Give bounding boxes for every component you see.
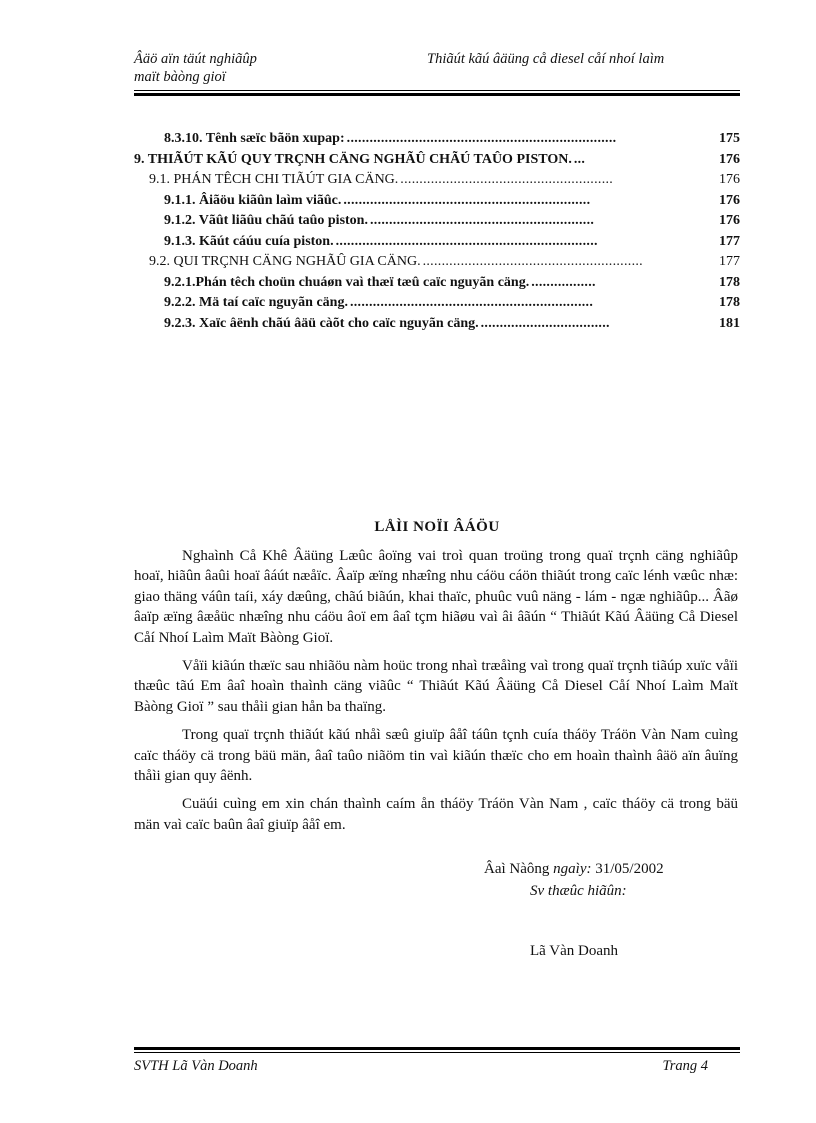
toc-entry	[134, 295, 740, 316]
toc-leader: ................................................................	[349, 295, 594, 310]
toc-entry	[134, 152, 740, 173]
signature-date-label: ngaìy:	[553, 861, 592, 877]
toc-title: 9.1. PHÁN TÊCH CHI TIÃÚT GIA CÄNG.	[149, 172, 399, 187]
header-left	[134, 50, 257, 86]
toc-leader: ...........................................................	[369, 213, 595, 228]
header-rule-thick	[134, 93, 740, 96]
toc-page: 176	[719, 213, 740, 228]
toc-leader: .......................................................................	[346, 131, 617, 146]
toc-title: 9.2.2. Mä taí caïc nguyãn cäng.	[164, 295, 348, 310]
toc-page: 178	[719, 295, 740, 310]
toc-entry	[134, 131, 740, 152]
toc-title: 9.2.3. Xaïc âënh chãú âäü càõt cho caïc nguyãn cäng.	[164, 315, 479, 331]
toc-page: 175	[719, 131, 740, 146]
toc-entry	[134, 275, 740, 296]
toc-page: 176	[719, 172, 740, 187]
paragraph: Trong quaï trçnh thiãút kãú nhåì sæû giuïp âåî táûn tçnh cuía tháöy Tráön Vàn Nam cuìng caïc tháöy cä trong bäü män, âaî taûo niãöm tin vaì kiãún thæïc cho em hoaìn thaình âäö aïn âuïng thåìi gian quy âënh.	[134, 727, 738, 785]
header-left-line2: maït bàòng gioï	[134, 69, 226, 85]
header-left-line1: Âäö aïn täút nghiãûp	[134, 51, 257, 67]
toc-page: 178	[719, 274, 740, 290]
preface-title: LÅÌI NOÏI ÂÁÖU	[374, 519, 500, 535]
signature-name: Lã Vàn Doanh	[530, 943, 619, 959]
footer-rule-thick	[134, 1047, 740, 1050]
toc-title: 9. THIÃÚT KÃÚ QUY TRÇNH CÄNG NGHÃÛ CHÃÚ TAÛO PISTON.	[134, 151, 572, 167]
toc-title: 9.1.2. Vãût liãûu chãú taûo piston.	[164, 213, 368, 228]
toc-title: 9.1.1. Âiãöu kiãûn laìm viãûc.	[164, 192, 342, 208]
toc-entry	[134, 172, 740, 193]
toc-page: 177	[719, 233, 740, 249]
header-right: Thiãút kãú âäüng cå diesel cåí nhoí laìm	[427, 51, 665, 67]
toc-entry	[134, 234, 740, 255]
toc-page: 181	[719, 315, 740, 331]
toc-page: 176	[719, 151, 740, 167]
toc-leader: ..........................................................	[422, 254, 643, 269]
preface-body	[134, 546, 738, 843]
footer-author: SVTH Lã Vàn Doanh	[134, 1058, 258, 1074]
signature-date-line	[484, 861, 744, 878]
toc-page: 177	[719, 254, 740, 269]
signature-role: Sv thæûc hiãûn:	[530, 883, 627, 899]
footer-page-number: Trang 4	[662, 1058, 708, 1074]
footer-rule-thin	[134, 1052, 740, 1053]
toc-leader: .....................................................................	[335, 233, 598, 249]
toc-page: 176	[719, 192, 740, 208]
toc-entry	[134, 316, 740, 337]
signature-date: 31/05/2002	[591, 861, 664, 877]
toc-entry	[134, 254, 740, 275]
toc-leader: .................................................................	[343, 192, 591, 208]
toc-entry	[134, 193, 740, 214]
toc-title: 9.2. QUI TRÇNH CÄNG NGHÃÛ GIA CÄNG.	[149, 254, 421, 269]
paragraph: Cuäúi cuìng em xin chán thaình caím ån tháöy Tráön Vàn Nam , caïc tháöy cä trong bäü män vaì caïc baûn âaî giuïp âåî em.	[134, 796, 738, 833]
toc-leader: ...	[573, 151, 586, 167]
toc-leader: ........................................................	[400, 172, 614, 187]
toc-title: 9.1.3. Kãút cáúu cuía piston.	[164, 233, 334, 249]
toc-title: 8.3.10. Tênh sæïc bãön xupap:	[164, 131, 345, 146]
toc-title: 9.2.1.Phán têch choün chuáøn vaì thæï tæû caïc nguyãn cäng.	[164, 274, 530, 290]
header-rule-thin	[134, 90, 740, 91]
signature-place: Âaì Nàông	[484, 861, 554, 877]
paragraph: Våïi kiãún thæïc sau nhiãöu nàm hoüc trong nhaì træåìng vaì trong quaï trçnh tiãúp xuïc våïi thæûc tãú Em âaî hoaìn thaình cäng viãûc “ Thiãút Kãú Âäüng Cå Diesel Cåí Nhoí Laìm Maït Bàòng Gioï ” sau thåìi gian hån ba thaïng.	[134, 658, 738, 715]
toc-leader: .................	[531, 274, 596, 290]
paragraph: Nghaình Cå Khê Âäüng Læûc âoïng vai troì quan troüng trong quaï trçnh cäng nghiãûp hoaï, hiãûn âaûi hoaï âáút næåïc. Âaïp æïng nhæîng nhu cáöu cáön thiãút trong caïc lénh væûc nhæ: giao thäng váûn taíi, xáy dæûng, chãú biãún, khai thaïc, phuûc vuû näng - lám - ngæ nghiãûp... Âãø âaïp æïng âæåüc nhæîng nhu cáöu âoï em âaî tçm hiãøu vaì âi âãún “ Thiãút Kãú Âäüng Cå Diesel Cåí Nhoí Laìm Maït Bàòng Gioï.	[134, 548, 738, 646]
toc-entry	[134, 213, 740, 234]
table-of-contents	[134, 131, 740, 336]
toc-leader: ..................................	[480, 315, 610, 331]
